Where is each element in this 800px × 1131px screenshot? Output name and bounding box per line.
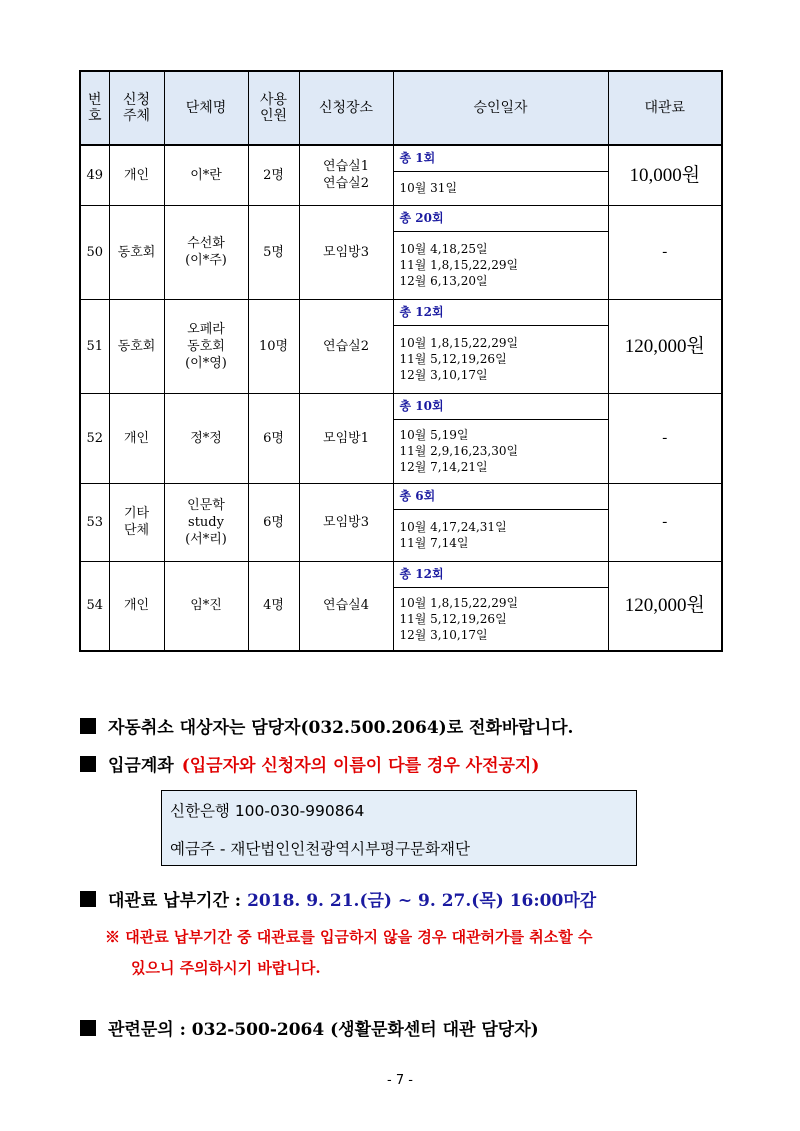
header-no: 번 호	[80, 71, 109, 145]
cell-place: 모임방1	[299, 393, 393, 483]
header-users: 사용 인원	[248, 71, 299, 145]
header-group-name: 단체명	[164, 71, 248, 145]
header-approval-dates: 승인일자	[393, 71, 608, 145]
cell-fee: -	[608, 393, 722, 483]
cell-place: 연습실1 연습실2	[299, 145, 393, 205]
header-applicant-type: 신청 주체	[109, 71, 164, 145]
cell-name: 수선화 (이*주)	[164, 205, 248, 299]
bank-account-line: 신한은행 100-030-990864	[170, 802, 365, 820]
cell-fee: 120,000원	[608, 561, 722, 651]
account-holder-line: 예금주 - 재단법인인천광역시부평구문화재단	[170, 840, 470, 858]
cell-users: 2명	[248, 145, 299, 205]
cell-name: 정*정	[164, 393, 248, 483]
account-note: (입금자와 신청자의 이름이 다를 경우 사전공지)	[181, 756, 540, 776]
cell-total: 총 10회	[393, 393, 608, 419]
page-number: - 7 -	[387, 1073, 413, 1088]
cell-place: 모임방3	[299, 205, 393, 299]
cell-users: 5명	[248, 205, 299, 299]
header-fee: 대관료	[608, 71, 722, 145]
cell-dates: 10월 4,18,25일 11월 1,8,15,22,29일 12월 6,13,20일	[393, 231, 608, 299]
contact-text: 관련문의 : 032-500-2064 (생활문화센터 대관 담당자)	[108, 1020, 539, 1040]
cell-fee: -	[608, 483, 722, 561]
cell-type: 개인	[109, 145, 164, 205]
cell-place: 연습실4	[299, 561, 393, 651]
cell-no: 53	[80, 483, 109, 561]
bullet-square-icon	[80, 891, 96, 907]
table-row	[80, 393, 722, 419]
payment-deadline-notice	[80, 886, 596, 911]
header-place: 신청장소	[299, 71, 393, 145]
auto-cancel-text: 자동취소 대상자는 담당자(032.500.2064)로 전화바랍니다.	[108, 718, 574, 738]
cell-dates: 10월 5,19일 11월 2,9,16,23,30일 12월 7,14,21일	[393, 419, 608, 483]
cell-users: 4명	[248, 561, 299, 651]
auto-cancel-notice	[80, 713, 573, 738]
warning-line-1: ※ 대관료 납부기간 중 대관료를 입금하지 않을 경우 대관허가를 취소할 수	[105, 928, 593, 946]
cell-no: 50	[80, 205, 109, 299]
cell-fee: -	[608, 205, 722, 299]
cell-type: 동호회	[109, 205, 164, 299]
table-row	[80, 145, 722, 171]
table-row	[80, 299, 722, 325]
cell-total: 총 12회	[393, 561, 608, 587]
cell-type: 기타 단체	[109, 483, 164, 561]
cell-type: 동호회	[109, 299, 164, 393]
cell-users: 6명	[248, 483, 299, 561]
bullet-square-icon	[80, 1020, 96, 1036]
cell-fee: 10,000원	[608, 145, 722, 205]
table-row	[80, 483, 722, 509]
cell-dates: 10월 1,8,15,22,29일 11월 5,12,19,26일 12월 3,10,17일	[393, 325, 608, 393]
cell-users: 6명	[248, 393, 299, 483]
bank-account-box	[161, 790, 637, 866]
account-notice	[80, 751, 539, 776]
account-label: 입금계좌	[108, 756, 174, 776]
cell-type: 개인	[109, 393, 164, 483]
cell-name: 임*진	[164, 561, 248, 651]
deadline-label: 대관료 납부기간 :	[108, 891, 242, 911]
table-row	[80, 205, 722, 231]
cell-dates: 10월 31일	[393, 171, 608, 205]
cell-place: 모임방3	[299, 483, 393, 561]
cell-dates: 10월 1,8,15,22,29일 11월 5,12,19,26일 12월 3,10,17일	[393, 587, 608, 651]
table-row	[80, 561, 722, 587]
contact-notice	[80, 1015, 539, 1040]
cell-total: 총 12회	[393, 299, 608, 325]
deadline-suffix: 마감	[563, 891, 597, 911]
cell-total: 총 20회	[393, 205, 608, 231]
bullet-square-icon	[80, 756, 96, 772]
cell-dates: 10월 4,17,24,31일 11월 7,14일	[393, 509, 608, 561]
cell-fee: 120,000원	[608, 299, 722, 393]
cell-type: 개인	[109, 561, 164, 651]
cell-place: 연습실2	[299, 299, 393, 393]
cell-no: 52	[80, 393, 109, 483]
cell-total: 총 6회	[393, 483, 608, 509]
cell-users: 10명	[248, 299, 299, 393]
warning-line-2: 있으니 주의하시기 바랍니다.	[131, 959, 321, 977]
deadline-date: 2018. 9. 21.(금) ~ 9. 27.(목) 16:00	[247, 891, 564, 911]
cell-name: 오페라 동호회 (이*영)	[164, 299, 248, 393]
cell-total: 총 1회	[393, 145, 608, 171]
bullet-square-icon	[80, 718, 96, 734]
cell-name: 인문학 study (서*리)	[164, 483, 248, 561]
cell-no: 54	[80, 561, 109, 651]
table-header-row	[80, 71, 722, 145]
cell-no: 49	[80, 145, 109, 205]
cell-no: 51	[80, 299, 109, 393]
rental-approval-table	[79, 70, 723, 652]
cell-name: 이*란	[164, 145, 248, 205]
